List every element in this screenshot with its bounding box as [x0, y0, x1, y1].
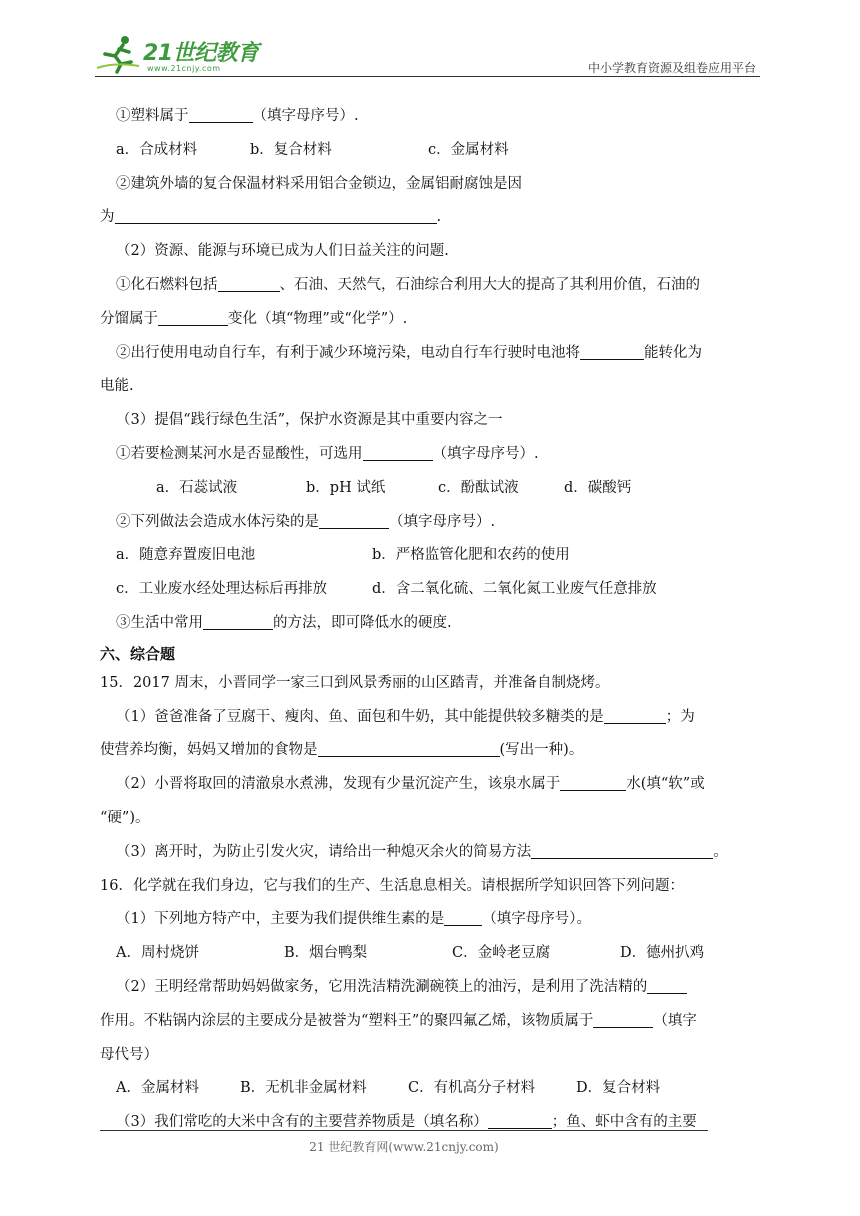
- q-line: （2）资源、能源与环境已成为人们日益关注的问题.: [116, 243, 449, 260]
- site-logo: [95, 30, 265, 76]
- q-line: 作用。不粘锅内涂层的主要成分是被誉为“塑料王”的聚四氟乙烯，该物质属于 （填字: [100, 1005, 765, 1039]
- options-line: A．周村烧饼 B．烟台鸭梨 C．金岭老豆腐 D．德州扒鸡: [116, 945, 705, 962]
- q-line: （3）离开时，为防止引发火灾，请给出一种熄灭余火的简易方法 。: [100, 836, 765, 870]
- q-line: ①塑料属于 （填字母序号）.: [100, 100, 765, 134]
- q-line: ②下列做法会造成水体污染的是 （填字母序号）.: [100, 506, 765, 540]
- q-line: 分馏属于 变化（填“物理”或“化学”）.: [100, 303, 765, 337]
- q-line: “硬”)。: [100, 809, 150, 826]
- logo-text: 21世纪教育: [143, 41, 259, 66]
- options-line: a．随意弃置废旧电池 b．严格监管化肥和农药的使用: [116, 547, 570, 564]
- q-line: ①若要检测某河水是否显酸性，可选用 （填字母序号）.: [100, 438, 765, 472]
- answer-blank[interactable]: [560, 772, 626, 791]
- answer-blank[interactable]: [319, 510, 389, 529]
- q-line: （3）提倡“践行绿色生活”，保护水资源是其中重要内容之一: [116, 412, 503, 429]
- q-line: （2）王明经常帮助妈妈做家务，它用洗洁精洗涮碗筷上的油污，是利用了洗洁精的: [100, 971, 765, 1005]
- options-line: c．工业废水经处理达标后再排放 d．含二氧化硫、二氧化氮工业废气任意排放: [116, 581, 657, 598]
- platform-name: 中小学教育资源及组卷应用平台: [587, 61, 756, 75]
- answer-blank[interactable]: [203, 611, 273, 630]
- answer-blank[interactable]: [115, 205, 437, 224]
- page-footer: 21 世纪教育网(www.21cnjy.com): [309, 1140, 499, 1154]
- runner-logo-icon: [95, 34, 143, 74]
- q-line: （2）小晋将取回的清澈泉水煮沸，发现有少量沉淀产生，该泉水属于 水(填“软”或: [100, 768, 765, 802]
- answer-blank[interactable]: [593, 1009, 653, 1028]
- answer-blank[interactable]: [218, 273, 280, 292]
- q-line: 16．化学就在我们身边，它与我们的生产、生活息息相关。请根据所学知识回答下列问题：: [100, 877, 684, 894]
- q-line: （1）爸爸准备了豆腐干、瘦肉、鱼、面包和牛奶，其中能提供较多糖类的是 ；为: [100, 701, 765, 735]
- q-line: 母代号）: [100, 1046, 158, 1063]
- page-header: [95, 30, 760, 78]
- answer-blank[interactable]: [444, 907, 482, 926]
- options-line: a．石蕊试液 b．pH 试纸 c．酚酞试液 d．碳酸钙: [156, 479, 632, 496]
- answer-blank[interactable]: [580, 341, 644, 360]
- q-line: （1）下列地方特产中，主要为我们提供维生素的是 （填字母序号）。: [100, 903, 765, 937]
- answer-blank[interactable]: [318, 738, 500, 757]
- exam-content: [100, 100, 765, 1140]
- options-line: a．合成材料 b．复合材料 c．金属材料: [116, 141, 509, 158]
- options-line: A．金属材料 B．无机非金属材料 C．有机高分子材料 D．复合材料: [116, 1080, 661, 1097]
- q-line: 为 .: [100, 201, 765, 235]
- answer-blank[interactable]: [647, 975, 687, 994]
- q-line: ②建筑外墙的复合保温材料采用铝合金锁边，金属铝耐腐蚀是因: [116, 175, 522, 192]
- answer-blank[interactable]: [363, 442, 433, 461]
- q-line: 使营养均衡，妈妈又增加的食物是 (写出一种)。: [100, 734, 765, 768]
- logo-url: www.21cnjy.com: [147, 64, 221, 73]
- header-divider: [95, 76, 760, 77]
- answer-blank[interactable]: [531, 840, 713, 859]
- q-line: ①化石燃料包括 、石油、天然气，石油综合利用大大的提高了其利用价值，石油的: [100, 269, 765, 303]
- section-heading: 六、综合题: [100, 644, 176, 663]
- q-line: （3）我们常吃的大米中含有的主要营养物质是（填名称） ；鱼、虾中含有的主要: [100, 1106, 765, 1140]
- q-line: 15．2017 周末，小晋同学一家三口到风景秀丽的山区踏青，并准备自制烧烤。: [100, 674, 610, 691]
- q-line: 电能.: [100, 378, 134, 395]
- q-line: ②出行使用电动自行车，有利于减少环境污染，电动自行车行驶时电池将 能转化为: [100, 337, 765, 371]
- answer-blank[interactable]: [604, 705, 666, 724]
- answer-blank[interactable]: [189, 104, 253, 123]
- q-line: ③生活中常用 的方法，即可降低水的硬度.: [100, 607, 765, 641]
- footer-divider: [100, 1130, 708, 1131]
- answer-blank[interactable]: [158, 307, 228, 326]
- answer-blank[interactable]: [488, 1110, 552, 1129]
